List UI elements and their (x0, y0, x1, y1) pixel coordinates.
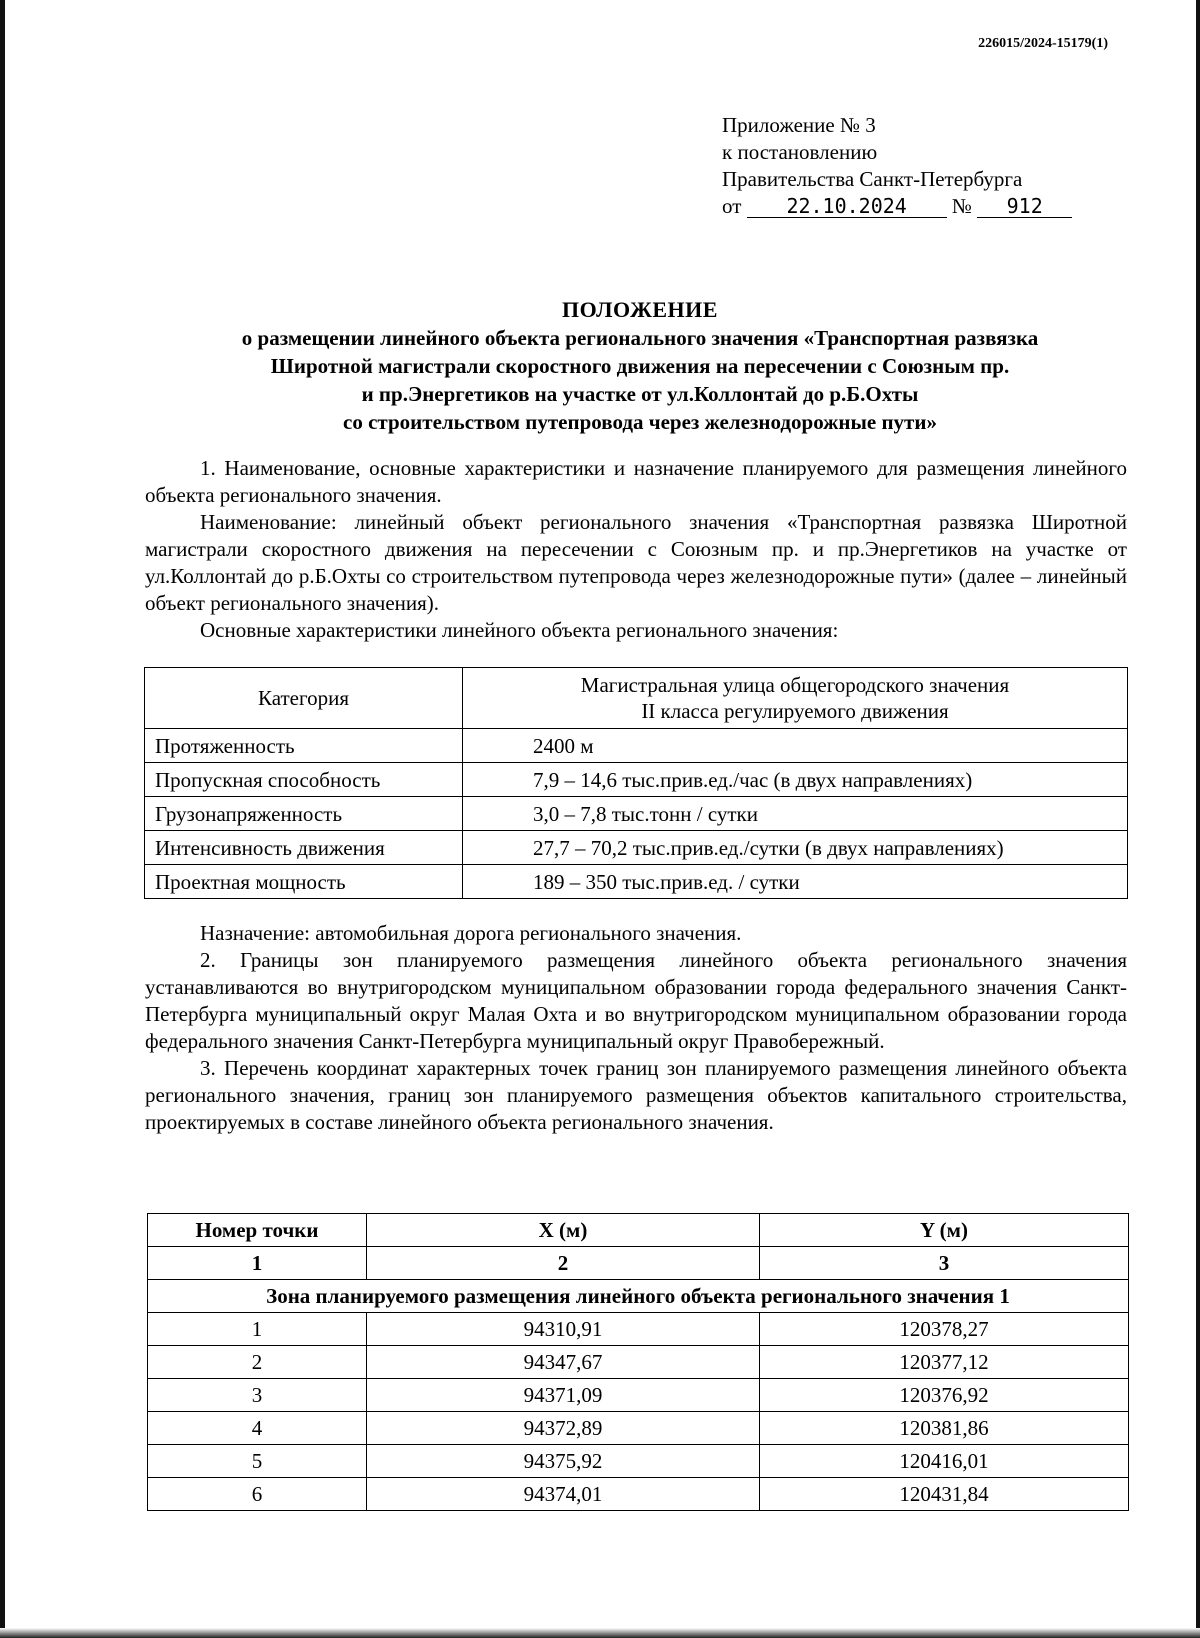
document-id: 226015/2024-15179(1) (978, 36, 1108, 51)
point-y: 120416,01 (760, 1445, 1129, 1478)
appendix-line-3: Правительства Санкт-Петербурга (722, 167, 1023, 191)
point-number: 4 (148, 1412, 367, 1445)
category-value-line-2: II класса регулируемого движения (641, 699, 949, 723)
point-number: 5 (148, 1445, 367, 1478)
zone-row (148, 1280, 1129, 1313)
point-y: 120381,86 (760, 1412, 1129, 1445)
zone-title: Зона планируемого размещения линейного объекта регионального значения 1 (148, 1280, 1129, 1313)
category-label: Категория (145, 668, 463, 729)
table-row (148, 1412, 1129, 1445)
scan-edge-left (0, 0, 5, 1638)
spec-value: 27,7 – 70,2 тыс.прив.ед./сутки (в двух направлениях) (463, 831, 1128, 865)
column-number: 2 (367, 1247, 760, 1280)
point-x: 94347,67 (367, 1346, 760, 1379)
title-line-5: со строительством путепровода через железнодорожные пути» (343, 410, 937, 434)
appendix-date-row (722, 193, 1072, 220)
spec-value: 189 – 350 тыс.прив.ед. / сутки (463, 865, 1128, 899)
title-line-4: и пр.Энергетиков на участке от ул.Коллонтай до р.Б.Охты (361, 382, 919, 406)
paragraph-3: Основные характеристики линейного объекта регионального значения: (200, 618, 839, 642)
table-row (148, 1313, 1129, 1346)
point-y: 120377,12 (760, 1346, 1129, 1379)
header-point-number: Номер точки (148, 1214, 367, 1247)
coordinates-table (147, 1213, 1129, 1511)
title-line-2: о размещении линейного объекта регионального значения «Транспортная развязка (241, 326, 1039, 350)
table-row (145, 831, 1128, 865)
point-y: 120431,84 (760, 1478, 1129, 1511)
table-row (148, 1346, 1129, 1379)
point-number: 2 (148, 1346, 367, 1379)
paragraph-5: 2. Границы зон планируемого размещения линейного объекта регионального значения устанавливаются во внутригородском муниципальном образовании города федерального значения Санкт-Петербурга муниципальный округ Малая Охта и во внутригородском муниципальном образовании города федерального значения Санкт-Петербурга муниципальный округ Правобережный. (145, 948, 1127, 1053)
scan-edge-bottom (0, 1628, 1200, 1638)
characteristics-table (144, 667, 1128, 899)
spec-label: Протяженность (145, 729, 463, 763)
body-section-2 (145, 920, 1127, 1136)
paragraph-2: Наименование: линейный объект регионального значения «Транспортная развязка Широтной магистрали скоростного движения на пересечении с Союзным пр. и пр.Энергетиков на участке от ул.Коллонтай до р.Б.Охты со строительством путепровода через железнодорожные пути» (далее – линейный объект регионального значения). (145, 510, 1127, 615)
table-row (145, 668, 1128, 729)
spec-value: 2400 м (463, 729, 1128, 763)
table-row (145, 763, 1128, 797)
header-y: Y (м) (760, 1214, 1129, 1247)
table-row (148, 1478, 1129, 1511)
table-header-row (148, 1214, 1129, 1247)
table-row (145, 797, 1128, 831)
category-value-line-1: Магистральная улица общегородского значения (580, 673, 1010, 697)
title-line-3: Широтной магистрали скоростного движения на пересечении с Союзным пр. (270, 354, 1010, 378)
point-number: 1 (148, 1313, 367, 1346)
column-number: 1 (148, 1247, 367, 1280)
point-y: 120376,92 (760, 1379, 1129, 1412)
point-x: 94372,89 (367, 1412, 760, 1445)
appendix-line-2: к постановлению (722, 140, 878, 164)
point-x: 94375,92 (367, 1445, 760, 1478)
point-number: 3 (148, 1379, 367, 1412)
point-number: 6 (148, 1478, 367, 1511)
spec-label: Проектная мощность (145, 865, 463, 899)
point-x: 94371,09 (367, 1379, 760, 1412)
resolution-number: 912 (977, 195, 1072, 218)
title-line-1: ПОЛОЖЕНИЕ (562, 297, 718, 322)
spec-label: Грузонапряженность (145, 797, 463, 831)
category-value (463, 668, 1128, 729)
number-label: № (951, 194, 972, 218)
spec-value: 7,9 – 14,6 тыс.прив.ед./час (в двух направлениях) (463, 763, 1128, 797)
point-x: 94310,91 (367, 1313, 760, 1346)
table-row (145, 729, 1128, 763)
point-x: 94374,01 (367, 1478, 760, 1511)
table-row (148, 1445, 1129, 1478)
appendix-line-1: Приложение № 3 (722, 113, 876, 137)
paragraph-6: 3. Перечень координат характерных точек границ зон планируемого размещения линейного объекта регионального значения, границ зон планируемого размещения объектов капитального строительства, проектируемых в составе линейного объекта регионального значения. (145, 1056, 1127, 1134)
body-section-1 (145, 455, 1127, 644)
from-label: от (722, 194, 742, 218)
resolution-date: 22.10.2024 (747, 195, 947, 218)
spec-label: Пропускная способность (145, 763, 463, 797)
spec-value: 3,0 – 7,8 тыс.тонн / сутки (463, 797, 1128, 831)
paragraph-1: 1. Наименование, основные характеристики и назначение планируемого для размещения линейного объекта регионального значения. (145, 456, 1127, 507)
table-row (145, 865, 1128, 899)
column-number-row (148, 1247, 1129, 1280)
document-title (140, 296, 1140, 436)
point-y: 120378,27 (760, 1313, 1129, 1346)
spec-label: Интенсивность движения (145, 831, 463, 865)
appendix-header (722, 112, 1072, 220)
paragraph-4: Назначение: автомобильная дорога регионального значения. (200, 921, 742, 945)
column-number: 3 (760, 1247, 1129, 1280)
scan-edge-right (1196, 0, 1200, 1638)
header-x: X (м) (367, 1214, 760, 1247)
table-row (148, 1379, 1129, 1412)
